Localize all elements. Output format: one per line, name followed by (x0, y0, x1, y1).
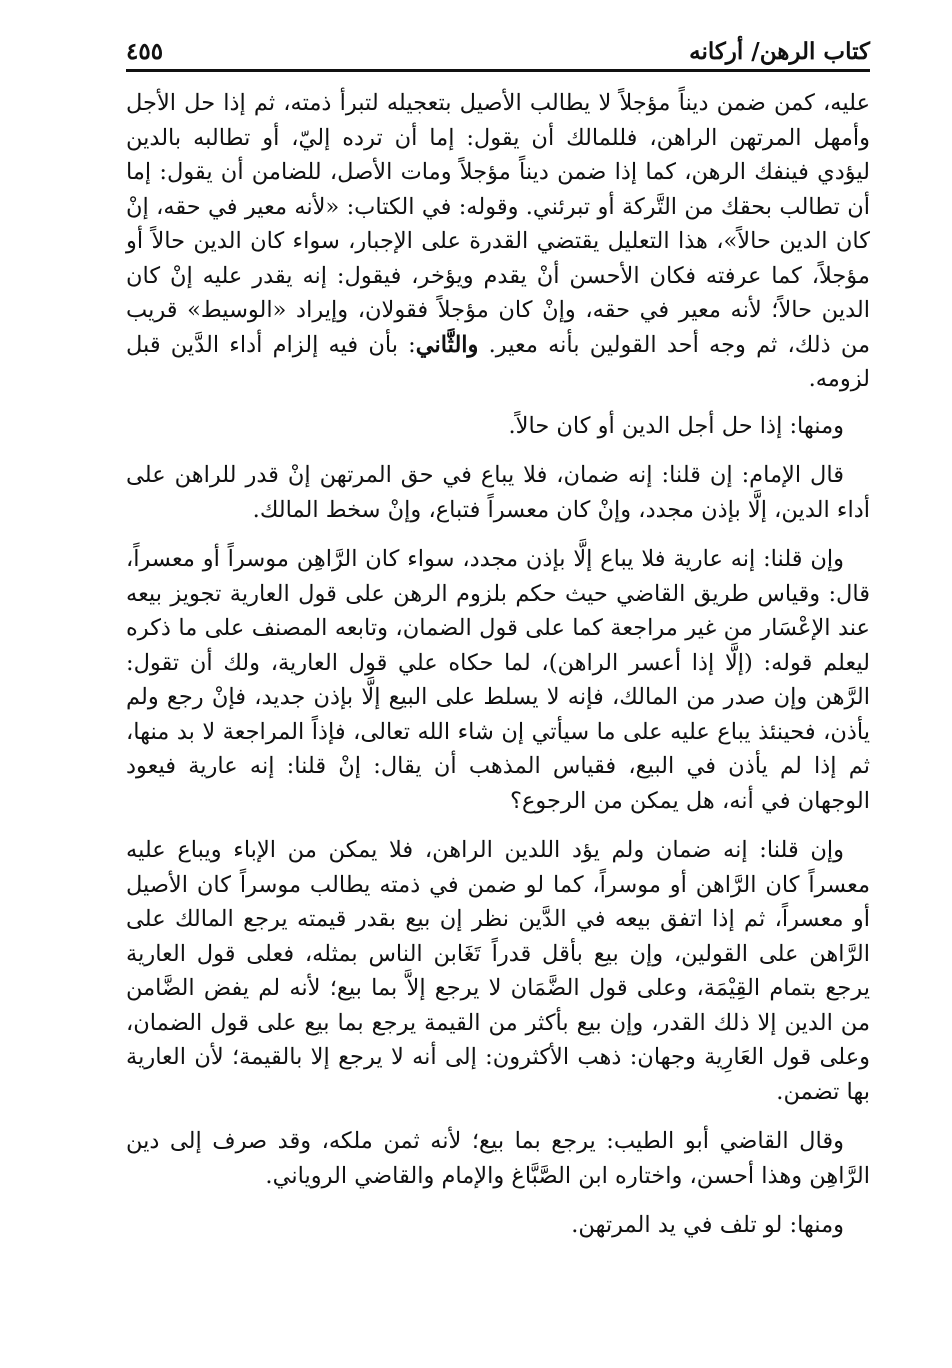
page-number: ٤٥٥ (126, 38, 164, 65)
paragraph-loan-case: وإن قلنا: إنه عارية فلا يباع إلَّا بإذن مجدد، سواء كان الرَّاهِن موسراً أو معسراً، قال: وقياس طريق القاضي حيث حكم بلزوم الرهن على قول العارية تجويز بيعه عند الإعْسَار من غير مراجعة كما على قول الضمان، وتابعه المصنف على ما ذكره ليعلم قوله: (إلَّا إذا أعسر الراهن)، لما حكاه علي قول العارية، ولك أن تقول: الرَّهن وإن صدر من المالك، فإنه لا يسلط على البيع إلَّا بإذن جديد، فإنْ رجع ولم يأذن، فحينئذ يباع عليه على ما سيأتي إن شاء الله تعالى، فإذاً المراجعة لا بد منها، ثم إذا لم يأذن في البيع، فقياس المذهب أن يقال: إنْ قلنا: إنه عارية فيعود الوجهان في أنه، هل يمكن من الرجوع؟ (126, 546, 870, 814)
paragraph-issue-due-date: ومنها: إذا حل أجل الدين أو كان حالاً. (508, 412, 844, 439)
paragraph-text: عليه، كمن ضمن ديناً مؤجلاً لا يطالب الأصيل بتعجيله لتبرأ ذمته، ثم إذا حل الأجل وأمهل المرتهن الراهن، فللمالك أن يقول: إما أن ترده إليّ، أو تطالبه بالدين ليؤدي فينفك الرهن، كما إذا ضمن ديناً مؤجلاً ومات الأصل، للضامن أن يقول: إما أن تطالب بحقك من التَّركة أو تبرئني. وقوله: في الكتاب: «لأنه معير في حقه، إنْ كان الدين حالاً»، هذا التعليل يقتضي القدرة على الإجبار، سواء كان الدين حالاً أو مؤجلاً، كما عرفته فكان الأحسن أنْ يقدم ويؤخر، فيقول: إنه يقدر عليه إنْ كان الدين حالاً؛ لأنه معير في حقه، وإنْ كان مؤجلاً فقولان، وإيراد «الوسيط» قريب من ذلك، ثم وجه أحد القولين بأنه معير. (126, 90, 871, 358)
bold-term: والثَّاني (415, 331, 479, 358)
paragraph-imam-guarantee: قال الإمام: إن قلنا: إنه ضمان، فلا يباع في حق المرتهن إنْ قدر للراهن على أداء الدين، إلَّا بإذن مجدد، وإنْ كان معسراً فتباع، وإنْ سخط المالك. (126, 462, 870, 523)
running-header (126, 28, 870, 72)
paragraph-qadi-abu-tayyib: وقال القاضي أبو الطيب: يرجع بما بيع؛ لأنه ثمن ملكه، وقد صرف إلى دين الرَّاهِن وهذا أحسن، واختاره ابن الصَّبَّاغ والإمام والقاضي الروياني. (126, 1128, 870, 1189)
body-text (126, 86, 870, 1258)
paragraph-guarantee-case: وإن قلنا: إنه ضمان ولم يؤد اللدين الراهن، فلا يمكن من الإباء ويباع عليه معسراً كان الرَّاهن أو موسراً، كما لو ضمن في ذمته يطالب موسراً كان الأصيل أو معسراً، ثم إذا اتفق بيعه في الدَّين نظر إن بيع بقدر قيمته يرجع المالك على الرَّاهن على القولين، وإن بيع بأقل قدراً تَغَابن الناس بمثله، فعلى قول العارية يرجع بتمام القِيْمَة، وعلى قول الضَّمَان لا يرجع إلاَّ بما بيع؛ لأنه لم يفض الضَّامن من الدين إلا ذلك القدر، وإن بيع بأكثر من القيمة يرجع بما بيع على قول الضمان، وعلى قول العَارِية وجهان: ذهب الأكثرون: إلى أنه لا يرجع إلا بالقيمة؛ لأن العارية بها تضمن. (126, 837, 870, 1105)
paragraph-continuation (126, 86, 870, 397)
paragraph-issue-loss: ومنها: لو تلف في يد المرتهن. (571, 1212, 844, 1238)
paragraph-tail: : بأن فيه إلزام أداء الدَّين قبل لزومه. (126, 331, 870, 392)
book-title: كتاب الرهن/ أركانه (689, 38, 870, 65)
